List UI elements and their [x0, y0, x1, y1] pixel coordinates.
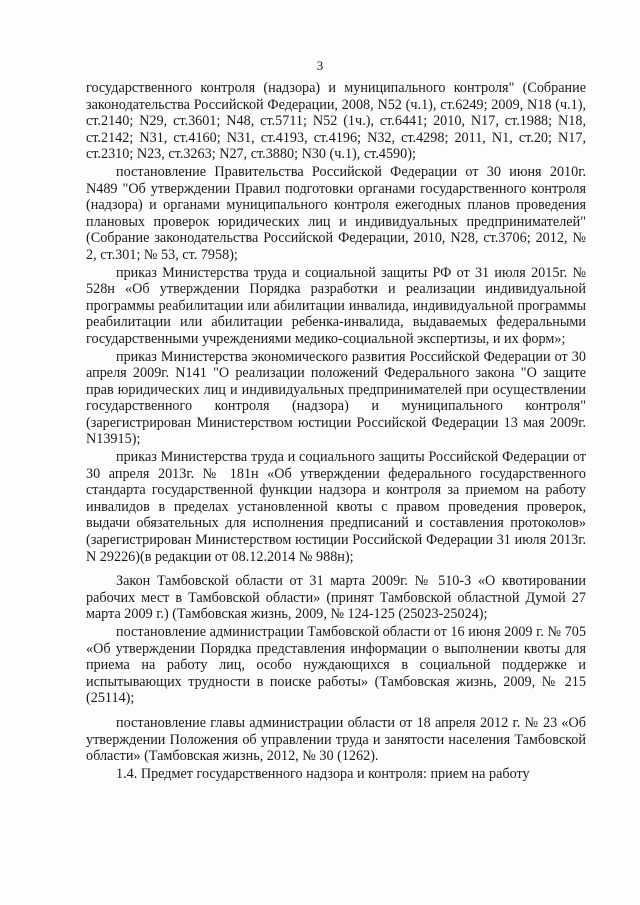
page-number: 3	[316, 58, 324, 73]
paragraph-legal-reference: приказ Министерства труда и социального защиты Российской Федерации от 30 апреля 2013г. № 181н «Об утверждении федерального государственного стандарта государственной функции надзора и контроля за приемом на работу инвалидов в пределах установленной квоты с правом проведения проверок, выдачи обязательных для исполнения предписаний и составления протоколов» (зарегистрирован Министерством юстиции Российской Федерации 31 июля 2013г. N 29226)(в редакции от 08.12.2014 № 988н);	[86, 449, 586, 565]
paragraph-legal-reference: Закон Тамбовской области от 31 марта 2009г. № 510-З «О квотировании рабочих мест в Тамбовской области» (принят Тамбовской областной Думой 27 марта 2009 г.) (Тамбовская жизнь, 2009, № 124-125 (25023-25024);	[86, 573, 586, 623]
paragraph-legal-reference: постановление администрации Тамбовской области от 16 июня 2009 г. № 705 «Об утверждении Порядка представления информации о выполнении квоты для приема на работу лиц, особо нуждающихся в социальной поддержке и испытывающих трудности в поиске работы» (Тамбовская жизнь, 2009, № 215 (25114);	[86, 624, 586, 707]
paragraph-legal-reference: приказ Министерства труда и социальной защиты РФ от 31 июля 2015г. № 528н «Об утверждении Порядка разработки и реализации индивидуальной программы реабилитации или абилитации инвалида, индивидуальной программы реабилитации или абилитации ребенка-инвалида, выдаваемых федеральными государственными учреждениями медико-социальной экспертизы, и их форм»;	[86, 264, 586, 347]
paragraph-legal-reference: государственного контроля (надзора) и муниципального контроля" (Собрание законодательства Российской Федерации, 2008, N52 (ч.1), ст.6249; 2009, N18 (ч.1), ст.2140; N29, ст.3601; N48, ст.5711; N52 (1ч.), ст.6441; 2010, N17, ст.1988; N18, ст.2142; N31, ст.4160; N31, ст.4193, ст.4196; N32, ст.4298; 2011, N1, ст.20; N17, ст.2310; N23, ст.3263; N27, ст.3880; N30 (ч.1), ст.4590);	[86, 80, 586, 163]
document-body	[86, 80, 586, 783]
section-heading-paragraph: 1.4. Предмет государственного надзора и контроля: прием на работу	[116, 765, 530, 782]
paragraph-legal-reference: постановление главы администрации области от 18 апреля 2012 г. № 23 «Об утверждении Положения об управлении труда и занятости населения Тамбовской области» (Тамбовская жизнь, 2012, № 30 (1262).	[86, 714, 586, 765]
paragraph-legal-reference: постановление Правительства Российской Федерации от 30 июня 2010г. N489 "Об утверждении Правил подготовки органами государственного контроля (надзора) и органами муниципального контроля ежегодных планов проведения плановых проверок юридических лиц и индивидуальных предпринимателей" (Собрание законодательства Российской Федерации, 2010, N28, ст.3706; 2012, № 2, ст.301; № 53, ст. 7958);	[86, 163, 586, 263]
paragraph-legal-reference: приказ Министерства экономического развития Российской Федерации от 30 апреля 2009г. N141 "О реализации положений Федерального закона "О защите прав юридических лиц и индивидуальных предпринимателей при осуществлении государственного контроля (надзора) и муниципального контроля" (зарегистрирован Министерством юстиции Российской Федерации 13 мая 2009г. N13915);	[86, 348, 586, 448]
